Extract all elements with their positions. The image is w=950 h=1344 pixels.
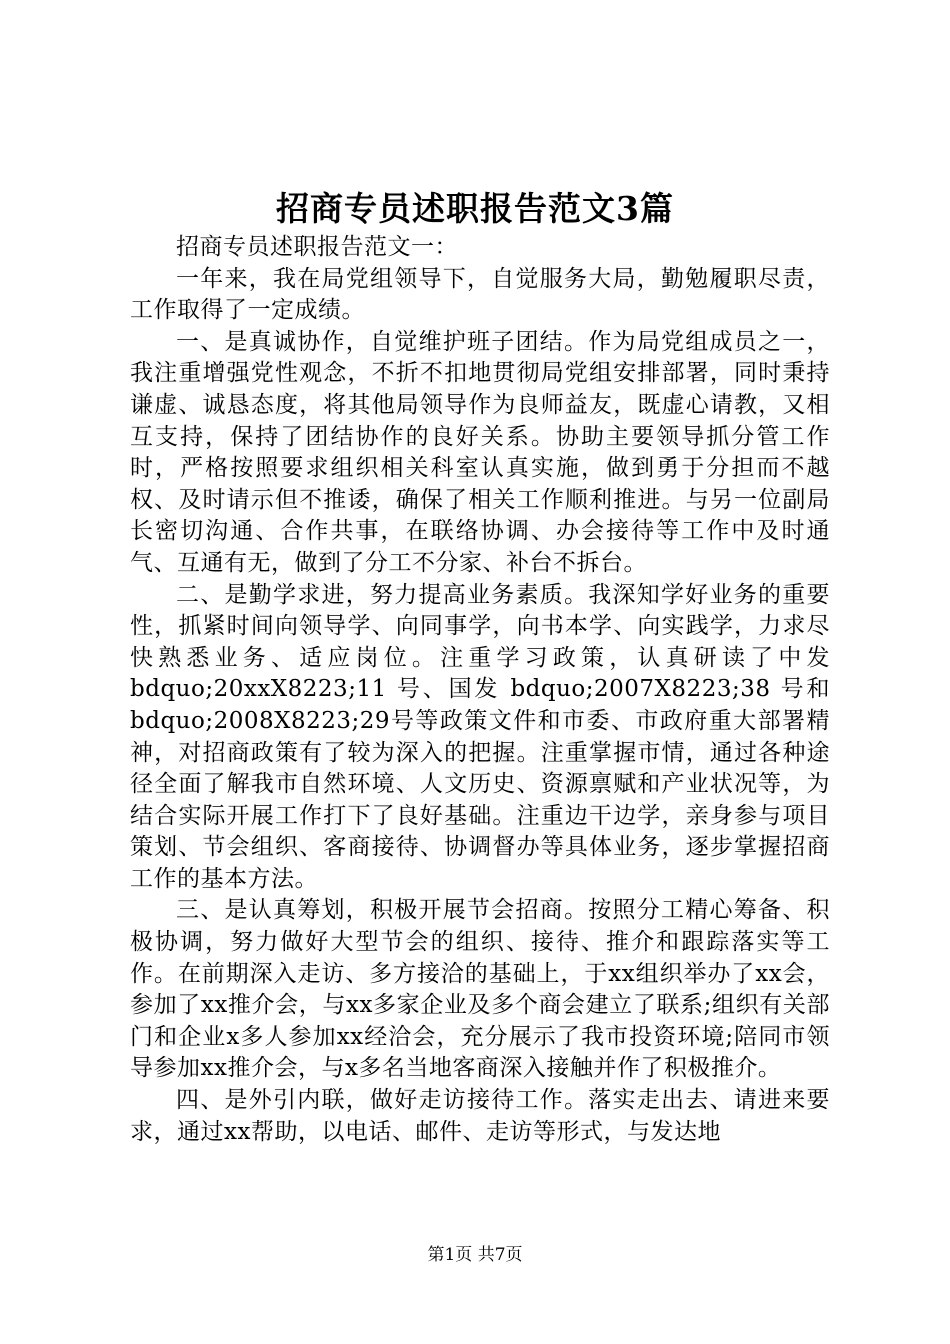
- document-title: 招商专员述职报告范文3篇: [276, 189, 674, 228]
- paragraph-intro: 招商专员述职报告范文一：: [176, 234, 458, 260]
- document-body: [130, 232, 830, 1148]
- paragraph-section-1: 一、是真诚协作，自觉维护班子团结。作为局党组成员之一，我注重增强党性观念，不折不扣地贯彻局党组安排部署，同时秉持谦虚、诚恳态度，将其他局领导作为良师益友，既虚心请教，又相互支持，保持了团结协作的良好关系。协助主要领导抓分管工作时，严格按照要求组织相关科室认真实施，做到勇于分担而不越权、及时请示但不推诿，确保了相关工作顺利推进。与另一位副局长密切沟通、合作共事，在联络协调、办会接待等工作中及时通气、互通有无，做到了分工不分家、补台不拆台。: [130, 328, 830, 576]
- page-number-footer: 第1页 共7页: [427, 1245, 523, 1265]
- paragraph-section-4: 四、是外引内联，做好走访接待工作。落实走出去、请进来要求，通过xx帮助，以电话、邮件、走访等形式，与发达地: [130, 1087, 830, 1145]
- paragraph-summary: 一年来，我在局党组领导下，自觉服务大局，勤勉履职尽责，工作取得了一定成绩。: [130, 265, 830, 324]
- paragraph-section-2: 二、是勤学求进，努力提高业务素质。我深知学好业务的重要性，抓紧时间向领导学、向同事学，向书本学、向实践学，力求尽快熟悉业务、适应岗位。注重学习政策，认真研读了中发 bdquo;20xxX8223;11 号、国发 bdquo;2007X8223;38 号和bdquo;2008X8223;29号等政策文件和市委、市政府重大部署精神，对招商政策有了较为深入的把握。注重掌握市情，通过各种途径全面了解我市自然环境、人文历史、资源禀赋和产业状况等，为结合实际开展工作打下了良好基础。注重边干边学，亲身参与项目策划、节会组织、客商接待、协调督办等具体业务，逐步掌握招商工作的基本方法。: [130, 581, 830, 892]
- paragraph-section-3: 三、是认真筹划，积极开展节会招商。按照分工精心筹备、积极协调，努力做好大型节会的组织、接待、推介和跟踪落实等工作。在前期深入走访、多方接洽的基础上，于xx组织举办了xx会，参加了xx推介会，与xx多家企业及多个商会建立了联系;组织有关部门和企业x多人参加xx经洽会，充分展示了我市投资环境;陪同市领导参加xx推介会，与x多名当地客商深入接触并作了积极推介。: [130, 897, 830, 1082]
